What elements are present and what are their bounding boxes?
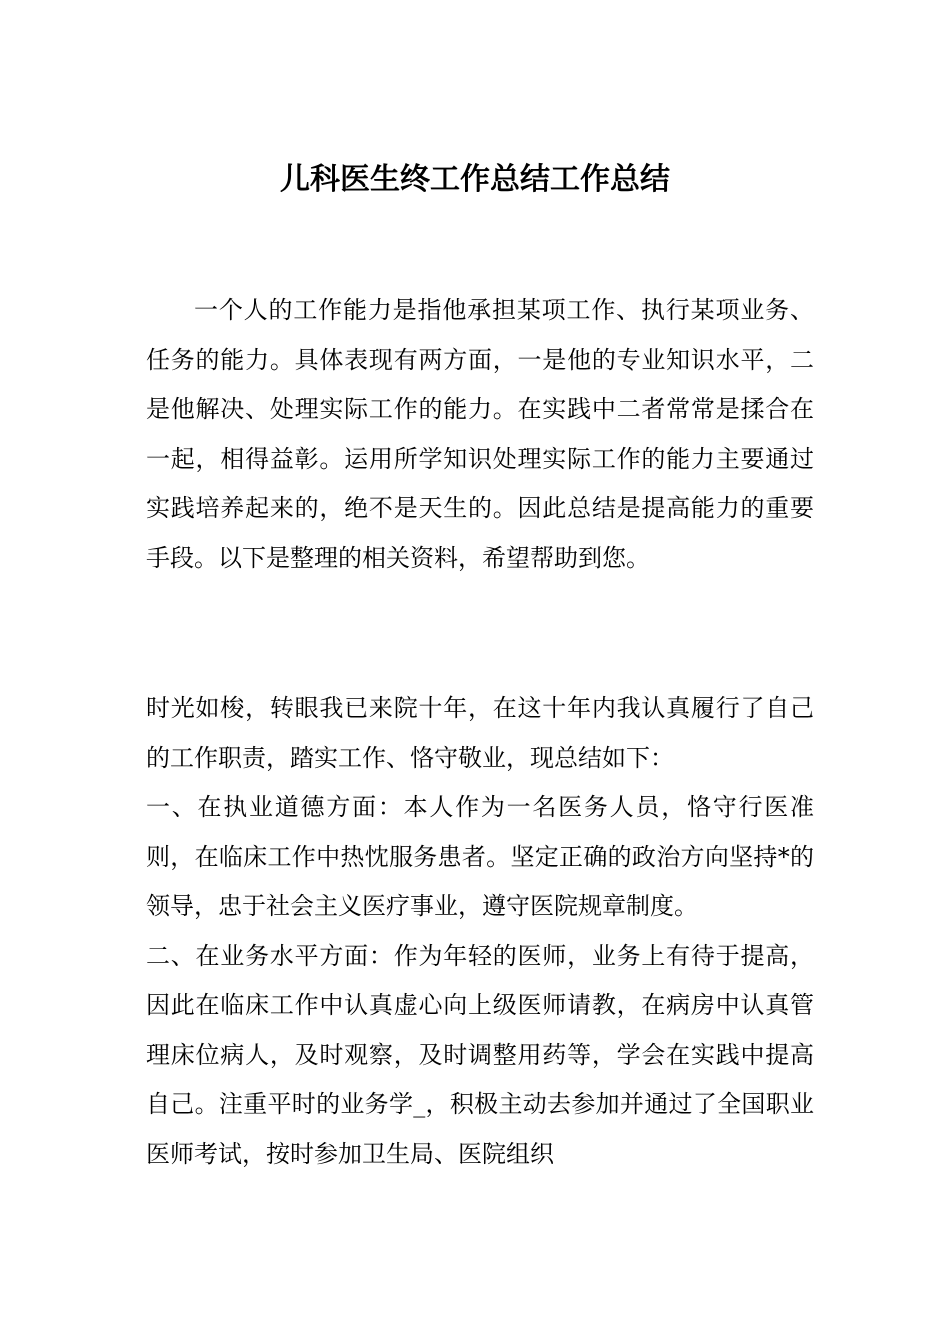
paragraph-ethics: 一、在执业道德方面：本人作为一名医务人员，恪守行医准则，在临床工作中热忱服务患者。坚定正确的政治方向坚持*的领导，忠于社会主义医疗事业，遵守医院规章制度。 bbox=[146, 793, 814, 920]
paragraph-professional: 二、在业务水平方面：作为年轻的医师，业务上有待于提高，因此在临床工作中认真虚心向上级医师请教，在病房中认真管理床位病人，及时观察，及时调整用药等，学会在实践中提高自己。注重平时的业务学_，积极主动去参加并通过了全国职业医师考试，按时参加卫生局、医院组织 bbox=[146, 941, 814, 1168]
main-body bbox=[146, 684, 814, 1179]
document-title: 儿科医生终工作总结工作总结 bbox=[280, 162, 670, 197]
intro-paragraph: 一个人的工作能力是指他承担某项工作、执行某项业务、任务的能力。具体表现有两方面，一是他的专业知识水平，二是他解决、处理实际工作的能力。在实践中二者常常是揉合在一起，相得益彰。运用所学知识处理实际工作的能力主要通过实践培养起来的，绝不是天生的。因此总结是提高能力的重要手段。以下是整理的相关资料，希望帮助到您。 bbox=[146, 296, 814, 572]
paragraph-opening: 时光如梭，转眼我已来院十年，在这十年内我认真履行了自己的工作职责，踏实工作、恪守敬业，现总结如下： bbox=[146, 694, 814, 772]
